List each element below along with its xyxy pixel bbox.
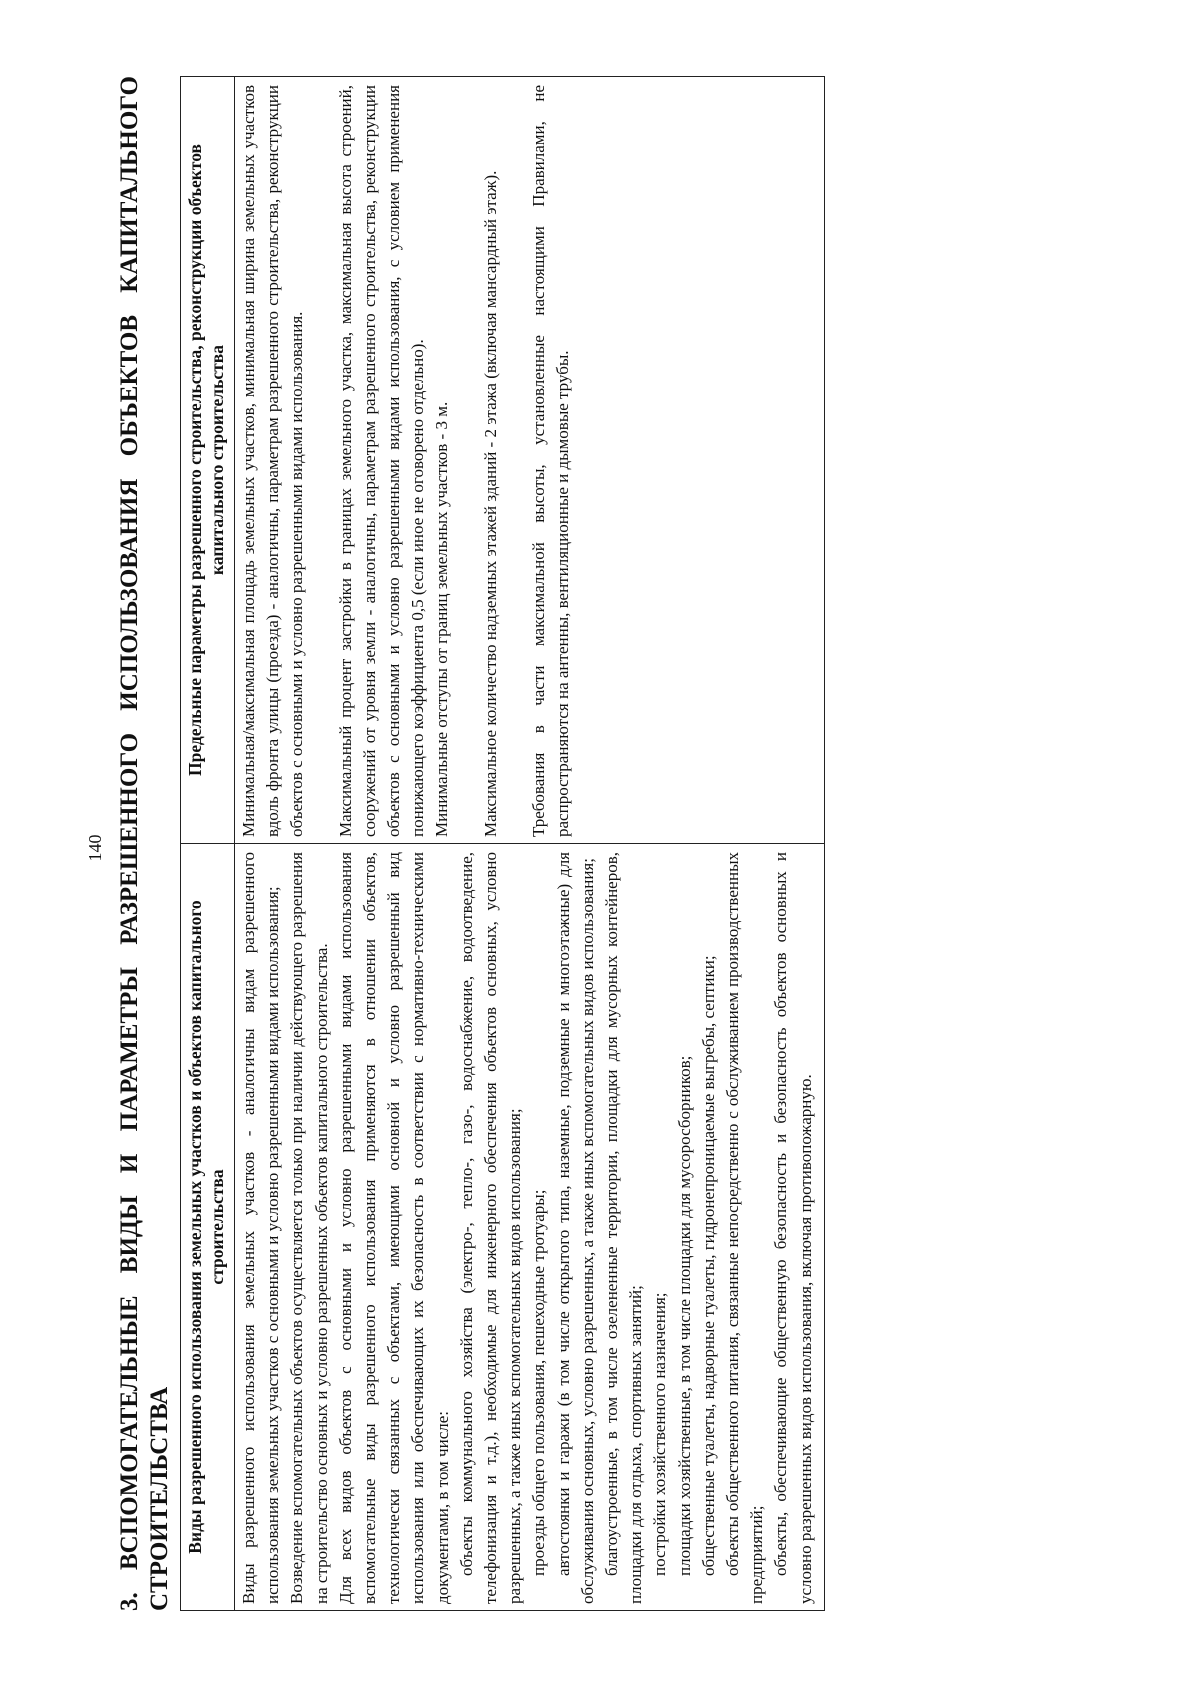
table-paragraph: объекты коммунального хозяйства (электро-, тепло-, газо-, водоснабжение, водоотведение, телефонизация и т.д.), необходимые для инженерного обеспечения объектов основных, условно разрешенных, а также иных вспомогательных видов использования; [456,852,525,1604]
table-paragraph: объекты общественного питания, связанные непосредственно с обслуживанием производственных предприятий; [723,852,767,1604]
table-paragraph: Виды разрешенного использования земельных участков - аналогичны видам разрешенного использования земельных участков с основными и условно разрешенными видами использования; [239,852,283,1604]
header-permitted-uses: Виды разрешенного использования земельных участков и объектов капитального строительства [181,844,235,1611]
table-row [235,77,825,1611]
table-paragraph: проезды общего пользования, пешеходные тротуары; [529,1189,549,1576]
table-paragraph: Минимальная/максимальная площадь земельных участков, минимальная ширина земельных участков вдоль фронта улицы (проезда) - аналогичны, параметрам разрешенного строительства, реконструкции объектов с основными и условно разрешенными видами использования. [239,85,307,837]
table-paragraph: общественные туалеты, надворные туалеты, гидронепроницаемые выгребы, септики; [698,955,718,1576]
permitted-uses-cell [235,844,825,1611]
table-paragraph: Максимальный процент застройки в границах земельного участка, максимальная высота строений, сооружений от уровня земли - аналогичны, параметрам разрешенного строительства, реконструкции объектов с основными и условно разрешенными видами использования, с условием применения понижающего коэффициента 0,5 (если иное не оговорено отдельно). [335,85,428,837]
table-paragraph: благоустроенные, в том числе озелененные территории, площадки для мусорных контейнеров, площадки для отдыха, спортивных занятий; [602,852,646,1604]
regulations-table [180,76,825,1611]
table-header-row [181,77,235,1611]
section-heading: 3. ВСПОМОГАТЕЛЬНЫЕ ВИДЫ И ПАРАМЕТРЫ РАЗРЕШЕННОГО ИСПОЛЬЗОВАНИЯ ОБЪЕКТОВ КАПИТАЛЬНОГО СТРОИТЕЛЬСТВА [116,76,173,1611]
header-limit-parameters: Предельные параметры разрешенного строительства, реконструкции объектов капитального строительства [181,77,235,844]
table-paragraph: Возведение вспомогательных объектов осуществляется только при наличии действующего разрешения на строительство основных и условно разрешенных объектов капитального строительства. [287,852,331,1604]
table-paragraph: Требования в части максимальной высоты, установленные настоящими Правилами, не распространяются на антенны, вентиляционные и дымовые трубы. [528,85,573,837]
page-number: 140 [85,834,105,862]
limit-parameters-cell [235,77,825,844]
table-paragraph: Минимальные отступы от границ земельных участков - 3 м. [432,401,452,837]
table-paragraph: автостоянки и гаражи (в том числе открытого типа, наземные, подземные и многоэтажные) для обслуживания основных, условно разрешенных, а также иных вспомогательных видов использования; [553,852,597,1604]
table-paragraph: Для всех видов объектов с основными и условно разрешенными видами использования вспомогательные виды разрешенного использования применяются в отношении объектов, технологически связанных с объектами, имеющими основной и условно разрешенный вид использования или обеспечивающих их безопасность в соответствии с нормативно-техническими документами, в том числе: [335,852,452,1604]
table-paragraph: объекты, обеспечивающие общественную безопасность и безопасность объектов основных и условно разрешенных видов использования, включая противопожарную. [771,852,815,1604]
table-paragraph: площадки хозяйственные, в том числе площадки для мусоросборников; [674,1055,694,1576]
table-paragraph: постройки хозяйственного назначения; [650,1292,670,1576]
table-paragraph: Максимальное количество надземных этажей зданий - 2 этажа (включая мансардный этаж). [480,170,500,837]
